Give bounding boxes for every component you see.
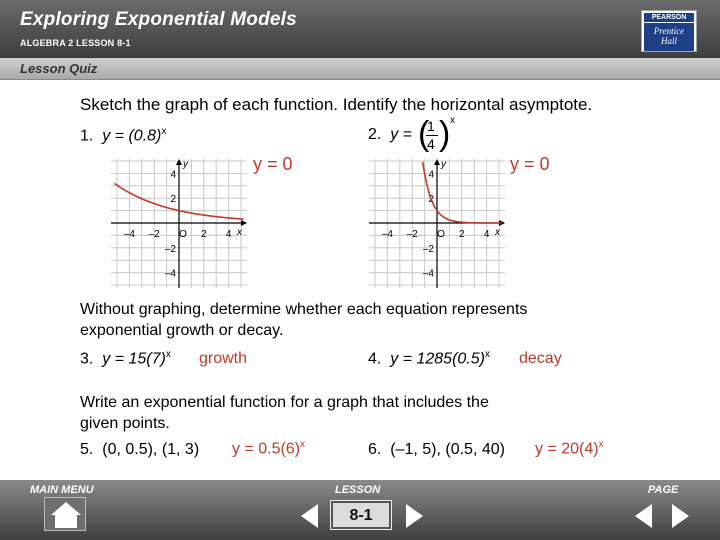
problem-2-number: 2. — [368, 126, 382, 143]
right-paren: ) — [439, 115, 451, 153]
problem-2-expr: y = — [390, 126, 413, 143]
x-tick-label: 2 — [459, 229, 465, 240]
y-axis-arrow — [434, 159, 440, 165]
x-tick-label: 2 — [201, 229, 207, 240]
problem-6 — [368, 441, 505, 459]
triangle-left-icon — [298, 502, 322, 530]
instruction-sketch: Sketch the graph of each function. Identify the horizontal asymptote. — [80, 95, 593, 114]
problem-4-exponent: x — [484, 349, 490, 360]
pearson-logo — [641, 10, 697, 52]
problem-6-answer-expr: y = 20(4) — [535, 440, 599, 458]
problem-3-exponent: x — [165, 349, 171, 360]
lesson-number-button[interactable]: 8-1 — [330, 500, 392, 530]
left-paren: ( — [418, 115, 430, 153]
y-tick-label: 4 — [428, 169, 434, 181]
x-tick-label: 4 — [225, 229, 232, 240]
y-tick-label: 4 — [170, 169, 176, 181]
lesson-prev-button[interactable] — [298, 502, 322, 530]
header-bar — [0, 0, 720, 58]
x-axis-arrow — [241, 220, 247, 226]
problem-3-answer: growth — [199, 350, 248, 367]
x-tick-label: O — [179, 229, 187, 240]
x-tick-label: –2 — [148, 229, 160, 240]
problem-6-answer — [535, 439, 604, 458]
problem-3 — [80, 349, 171, 368]
home-icon — [45, 498, 87, 532]
instruction-write-line1: Write an exponential function for a graph that includes the — [80, 394, 489, 411]
problem-5-answer-exponent: x — [300, 439, 306, 450]
page-label: PAGE — [648, 484, 679, 496]
problem-5-answer — [232, 439, 305, 458]
problem-2-answer: y = 0 — [510, 154, 550, 174]
logo-bottom-text: Prentice Hall — [644, 23, 694, 51]
fraction-numerator: 1 — [427, 118, 435, 134]
problem-1-exponent: x — [161, 126, 167, 137]
page-title: Exploring Exponential Models — [20, 9, 297, 30]
triangle-left-icon — [632, 502, 656, 530]
problem-2-exponent: x — [450, 115, 455, 126]
logo-top-text: PEARSON — [644, 13, 694, 22]
y-axis-label: y — [441, 159, 446, 170]
footer-nav — [0, 480, 720, 540]
x-tick-label: O — [437, 229, 445, 240]
y-tick-label: –2 — [422, 243, 434, 255]
lesson-label: LESSON — [335, 484, 381, 496]
problem-1-expr: y = (0.8) — [102, 127, 162, 145]
x-axis-label: x — [237, 227, 242, 238]
x-tick-label: –4 — [381, 229, 393, 240]
problem-5 — [80, 441, 199, 459]
problem-2-fraction — [418, 116, 458, 156]
problem-1 — [80, 126, 166, 145]
main-menu-label: MAIN MENU — [30, 484, 94, 496]
x-tick-label: –4 — [123, 229, 135, 240]
page-prev-button[interactable] — [632, 502, 656, 530]
problem-3-expr: y = 15(7) — [102, 350, 166, 368]
problem-2 — [368, 126, 412, 144]
problem-1-answer: y = 0 — [253, 154, 293, 174]
y-axis-label: y — [183, 159, 188, 170]
problem-3-number: 3. — [80, 350, 94, 368]
triangle-right-icon — [668, 502, 692, 530]
instruction-write-line2: given points. — [80, 415, 170, 432]
graph-1 — [109, 157, 249, 290]
graph-2 — [367, 157, 507, 290]
problem-6-answer-exponent: x — [598, 439, 604, 450]
fraction-denominator: 4 — [427, 136, 435, 152]
quiz-label: Lesson Quiz — [20, 61, 98, 76]
instruction-growth-line2: exponential growth or decay. — [80, 322, 284, 339]
y-axis-arrow — [176, 159, 182, 165]
problem-6-points: (–1, 5), (0.5, 40) — [390, 441, 505, 458]
triangle-right-icon — [402, 502, 426, 530]
problem-5-number: 5. — [80, 441, 94, 458]
instruction-growth-line1: Without graphing, determine whether each equation represents — [80, 301, 528, 318]
y-tick-label: 2 — [428, 194, 434, 206]
x-tick-label: –2 — [406, 229, 418, 240]
problem-4-number: 4. — [368, 350, 382, 368]
problem-4 — [368, 349, 490, 368]
problem-4-expr: y = 1285(0.5) — [390, 350, 485, 368]
problem-5-answer-expr: y = 0.5(6) — [232, 440, 301, 458]
lesson-next-button[interactable] — [402, 502, 426, 530]
x-axis-label: x — [495, 227, 500, 238]
problem-5-points: (0, 0.5), (1, 3) — [102, 441, 200, 458]
problem-6-number: 6. — [368, 441, 382, 458]
y-tick-label: –2 — [164, 243, 176, 255]
problem-1-number: 1. — [80, 127, 94, 145]
y-tick-label: –4 — [164, 268, 176, 280]
lesson-subtitle: ALGEBRA 2 LESSON 8-1 — [20, 38, 131, 48]
page-next-button[interactable] — [668, 502, 692, 530]
problem-4-answer: decay — [519, 350, 562, 367]
y-tick-label: –4 — [422, 268, 434, 280]
y-tick-label: 2 — [170, 194, 176, 206]
quiz-band — [0, 58, 720, 80]
main-menu-button[interactable] — [44, 497, 86, 531]
x-tick-label: 4 — [483, 229, 490, 240]
